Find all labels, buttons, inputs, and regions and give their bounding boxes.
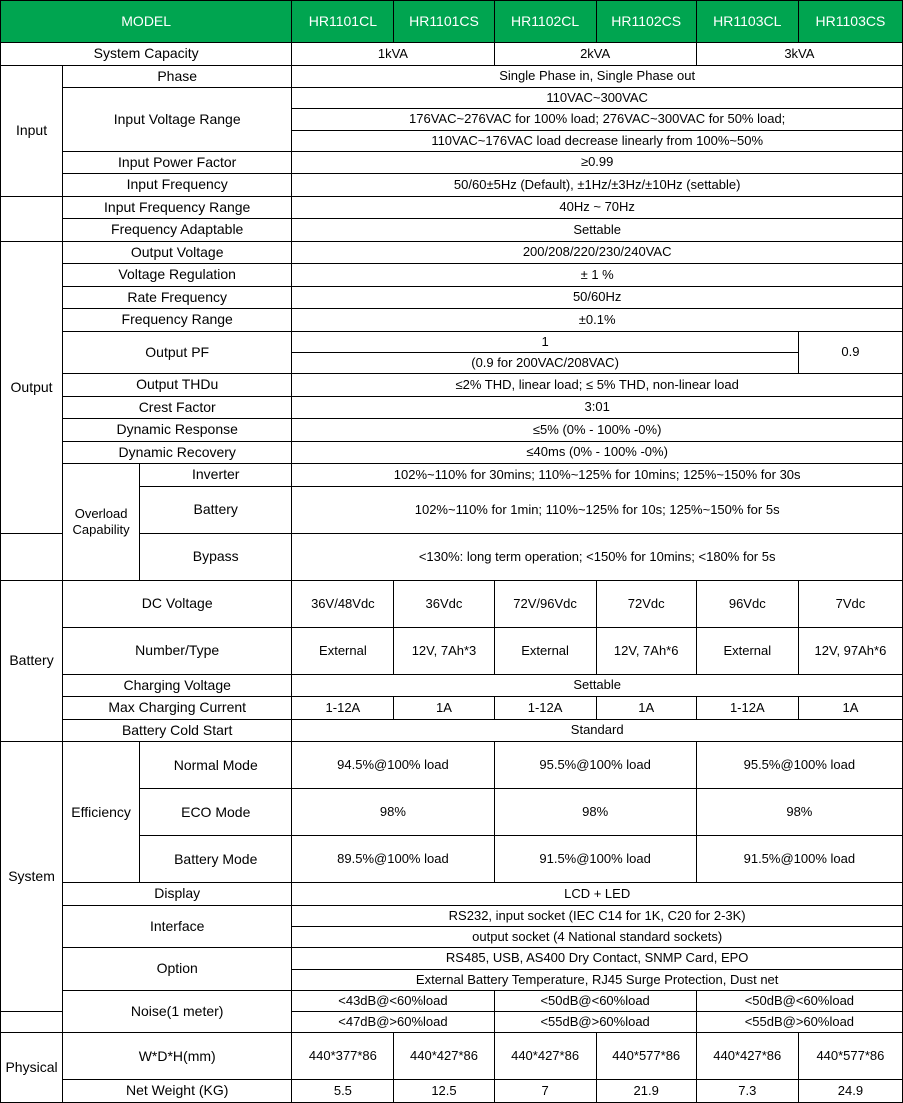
system-noise-top-2: <50dB@<60%load — [494, 990, 696, 1011]
battery-max-charging-5: 1-12A — [696, 697, 798, 720]
table-row — [1, 905, 903, 926]
section-label-output: Output — [1, 241, 63, 533]
physical-weight-6: 24.9 — [798, 1080, 902, 1103]
system-eco-mode-label: ECO Mode — [140, 789, 292, 836]
battery-number-type-2: 12V, 7Ah*3 — [394, 627, 494, 674]
table-row — [1, 264, 903, 287]
output-overload-battery-label: Battery — [140, 486, 292, 533]
section-label-input: Input — [1, 65, 63, 196]
battery-dc-voltage-5: 96Vdc — [696, 580, 798, 627]
table-row — [1, 419, 903, 442]
battery-dc-voltage-2: 36Vdc — [394, 580, 494, 627]
physical-weight-5: 7.3 — [696, 1080, 798, 1103]
input-voltage-range-line3: 110VAC~176VAC load decrease linearly from 100%~50% — [292, 130, 903, 151]
system-noise-top-3: <50dB@<60%load — [696, 990, 902, 1011]
output-overload-bypass-label: Bypass — [140, 533, 292, 580]
system-battery-mode-1: 89.5%@100% load — [292, 836, 494, 883]
table-row — [1, 580, 903, 627]
system-display-value: LCD + LED — [292, 883, 903, 906]
system-interface-line2: output socket (4 National standard sockets) — [292, 927, 903, 948]
table-row — [1, 174, 903, 197]
output-crest-value: 3:01 — [292, 396, 903, 419]
system-battery-mode-2: 91.5%@100% load — [494, 836, 696, 883]
table-row — [1, 151, 903, 174]
system-efficiency-label: Efficiency — [63, 742, 140, 883]
section-label-input-cont — [1, 196, 63, 241]
battery-dc-voltage-4: 72Vdc — [596, 580, 696, 627]
system-noise-bottom-1: <47dB@>60%load — [292, 1012, 494, 1033]
physical-dimensions-3: 440*427*86 — [494, 1033, 596, 1080]
physical-weight-4: 21.9 — [596, 1080, 696, 1103]
table-row — [1, 196, 903, 219]
physical-dimensions-6: 440*577*86 — [798, 1033, 902, 1080]
header-model-3: HR1102CL — [494, 1, 596, 43]
physical-weight-3: 7 — [494, 1080, 596, 1103]
output-overload-inverter-value: 102%~110% for 30mins; 110%~125% for 10mins; 125%~150% for 30s — [292, 464, 903, 487]
header-model-5: HR1103CL — [696, 1, 798, 43]
input-phase-value: Single Phase in, Single Phase out — [292, 65, 903, 88]
output-thdu-value: ≤2% THD, linear load; ≤ 5% THD, non-linear load — [292, 374, 903, 397]
battery-max-charging-2: 1A — [394, 697, 494, 720]
output-rate-frequency-label: Rate Frequency — [63, 286, 292, 309]
header-model-4: HR1102CS — [596, 1, 696, 43]
output-crest-label: Crest Factor — [63, 396, 292, 419]
battery-max-charging-label: Max Charging Current — [63, 697, 292, 720]
header-model-2: HR1101CS — [394, 1, 494, 43]
system-normal-mode-1: 94.5%@100% load — [292, 742, 494, 789]
output-pf-value-right: 0.9 — [798, 331, 902, 374]
battery-max-charging-6: 1A — [798, 697, 902, 720]
system-option-label: Option — [63, 948, 292, 991]
table-row — [1, 286, 903, 309]
output-pf-value-line2: (0.9 for 200VAC/208VAC) — [292, 353, 799, 374]
output-regulation-label: Voltage Regulation — [63, 264, 292, 287]
output-overload-label: Overload Capability — [63, 464, 140, 581]
battery-cold-start-value: Standard — [292, 719, 903, 742]
input-voltage-range-label: Input Voltage Range — [63, 88, 292, 152]
table-row — [1, 88, 903, 109]
input-freq-adaptable-value: Settable — [292, 219, 903, 242]
section-label-battery: Battery — [1, 580, 63, 742]
system-normal-mode-2: 95.5%@100% load — [494, 742, 696, 789]
input-voltage-range-line2: 176VAC~276VAC for 100% load; 276VAC~300VAC for 50% load; — [292, 109, 903, 130]
physical-dimensions-5: 440*427*86 — [696, 1033, 798, 1080]
output-overload-battery-value: 102%~110% for 1min; 110%~125% for 10s; 125%~150% for 5s — [292, 486, 903, 533]
battery-max-charging-1: 1-12A — [292, 697, 394, 720]
battery-number-type-label: Number/Type — [63, 627, 292, 674]
physical-dimensions-2: 440*427*86 — [394, 1033, 494, 1080]
table-row — [1, 948, 903, 969]
battery-dc-voltage-3: 72V/96Vdc — [494, 580, 596, 627]
battery-charging-voltage-label: Charging Voltage — [63, 674, 292, 697]
table-row — [1, 65, 903, 88]
system-option-line2: External Battery Temperature, RJ45 Surge Protection, Dust net — [292, 969, 903, 990]
output-dynamic-response-value: ≤5% (0% - 100% -0%) — [292, 419, 903, 442]
physical-dimensions-label: W*D*H(mm) — [63, 1033, 292, 1080]
system-capacity-2kva: 2kVA — [494, 43, 696, 66]
table-row — [1, 396, 903, 419]
output-dynamic-recovery-value: ≤40ms (0% - 100% -0%) — [292, 441, 903, 464]
input-frequency-range-value: 40Hz ~ 70Hz — [292, 196, 903, 219]
table-row — [1, 309, 903, 332]
output-pf-value-line1: 1 — [292, 331, 799, 352]
system-noise-bottom-3: <55dB@>60%load — [696, 1012, 902, 1033]
battery-cold-start-label: Battery Cold Start — [63, 719, 292, 742]
system-eco-mode-3: 98% — [696, 789, 902, 836]
output-frequency-range-value: ±0.1% — [292, 309, 903, 332]
system-capacity-label: System Capacity — [1, 43, 292, 66]
input-voltage-range-line1: 110VAC~300VAC — [292, 88, 903, 109]
section-label-output-cont — [1, 533, 63, 580]
output-regulation-value: ± 1 % — [292, 264, 903, 287]
output-rate-frequency-value: 50/60Hz — [292, 286, 903, 309]
physical-weight-1: 5.5 — [292, 1080, 394, 1103]
physical-weight-label: Net Weight (KG) — [63, 1080, 292, 1103]
battery-number-type-5: External — [696, 627, 798, 674]
battery-number-type-6: 12V, 97Ah*6 — [798, 627, 902, 674]
table-row — [1, 331, 903, 352]
table-row — [1, 697, 903, 720]
header-model-label: MODEL — [1, 1, 292, 43]
output-thdu-label: Output THDu — [63, 374, 292, 397]
system-option-line1: RS485, USB, AS400 Dry Contact, SNMP Card, EPO — [292, 948, 903, 969]
output-overload-bypass-value: <130%: long term operation; <150% for 10mins; <180% for 5s — [292, 533, 903, 580]
section-label-system: System — [1, 742, 63, 1012]
input-frequency-range-label: Input Frequency Range — [63, 196, 292, 219]
battery-dc-voltage-label: DC Voltage — [63, 580, 292, 627]
table-row — [1, 674, 903, 697]
input-power-factor-value: ≥0.99 — [292, 151, 903, 174]
table-row — [1, 627, 903, 674]
table-row — [1, 883, 903, 906]
table-row — [1, 742, 903, 789]
input-phase-label: Phase — [63, 65, 292, 88]
system-battery-mode-3: 91.5%@100% load — [696, 836, 902, 883]
system-normal-mode-3: 95.5%@100% load — [696, 742, 902, 789]
table-row — [1, 241, 903, 264]
output-voltage-value: 200/208/220/230/240VAC — [292, 241, 903, 264]
system-capacity-3kva: 3kVA — [696, 43, 902, 66]
system-eco-mode-1: 98% — [292, 789, 494, 836]
output-overload-inverter-label: Inverter — [140, 464, 292, 487]
output-dynamic-response-label: Dynamic Response — [63, 419, 292, 442]
physical-weight-2: 12.5 — [394, 1080, 494, 1103]
battery-max-charging-4: 1A — [596, 697, 696, 720]
system-noise-bottom-2: <55dB@>60%load — [494, 1012, 696, 1033]
table-row — [1, 43, 903, 66]
output-pf-label: Output PF — [63, 331, 292, 374]
battery-charging-voltage-value: Settable — [292, 674, 903, 697]
physical-dimensions-1: 440*377*86 — [292, 1033, 394, 1080]
system-noise-label: Noise(1 meter) — [63, 990, 292, 1033]
system-display-label: Display — [63, 883, 292, 906]
table-row — [1, 1080, 903, 1103]
battery-number-type-4: 12V, 7Ah*6 — [596, 627, 696, 674]
input-frequency-value: 50/60±5Hz (Default), ±1Hz/±3Hz/±10Hz (settable) — [292, 174, 903, 197]
table-row — [1, 719, 903, 742]
table-row — [1, 464, 903, 487]
system-battery-mode-label: Battery Mode — [140, 836, 292, 883]
input-freq-adaptable-label: Frequency Adaptable — [63, 219, 292, 242]
system-eco-mode-2: 98% — [494, 789, 696, 836]
system-normal-mode-label: Normal Mode — [140, 742, 292, 789]
battery-dc-voltage-6: 7Vdc — [798, 580, 902, 627]
table-row — [1, 1033, 903, 1080]
section-label-physical: Physical — [1, 1033, 63, 1103]
header-model-6: HR1103CS — [798, 1, 902, 43]
physical-dimensions-4: 440*577*86 — [596, 1033, 696, 1080]
input-power-factor-label: Input Power Factor — [63, 151, 292, 174]
output-voltage-label: Output Voltage — [63, 241, 292, 264]
output-dynamic-recovery-label: Dynamic Recovery — [63, 441, 292, 464]
table-header-row — [1, 1, 903, 43]
table-row — [1, 441, 903, 464]
battery-max-charging-3: 1-12A — [494, 697, 596, 720]
system-capacity-1kva: 1kVA — [292, 43, 494, 66]
battery-number-type-1: External — [292, 627, 394, 674]
table-row — [1, 374, 903, 397]
system-interface-line1: RS232, input socket (IEC C14 for 1K, C20 for 2-3K) — [292, 905, 903, 926]
header-model-1: HR1101CL — [292, 1, 394, 43]
output-frequency-range-label: Frequency Range — [63, 309, 292, 332]
system-noise-top-1: <43dB@<60%load — [292, 990, 494, 1011]
system-interface-label: Interface — [63, 905, 292, 948]
table-row — [1, 990, 903, 1011]
battery-dc-voltage-1: 36V/48Vdc — [292, 580, 394, 627]
input-frequency-label: Input Frequency — [63, 174, 292, 197]
table-row — [1, 219, 903, 242]
battery-number-type-3: External — [494, 627, 596, 674]
section-label-system-cont — [1, 1012, 63, 1033]
